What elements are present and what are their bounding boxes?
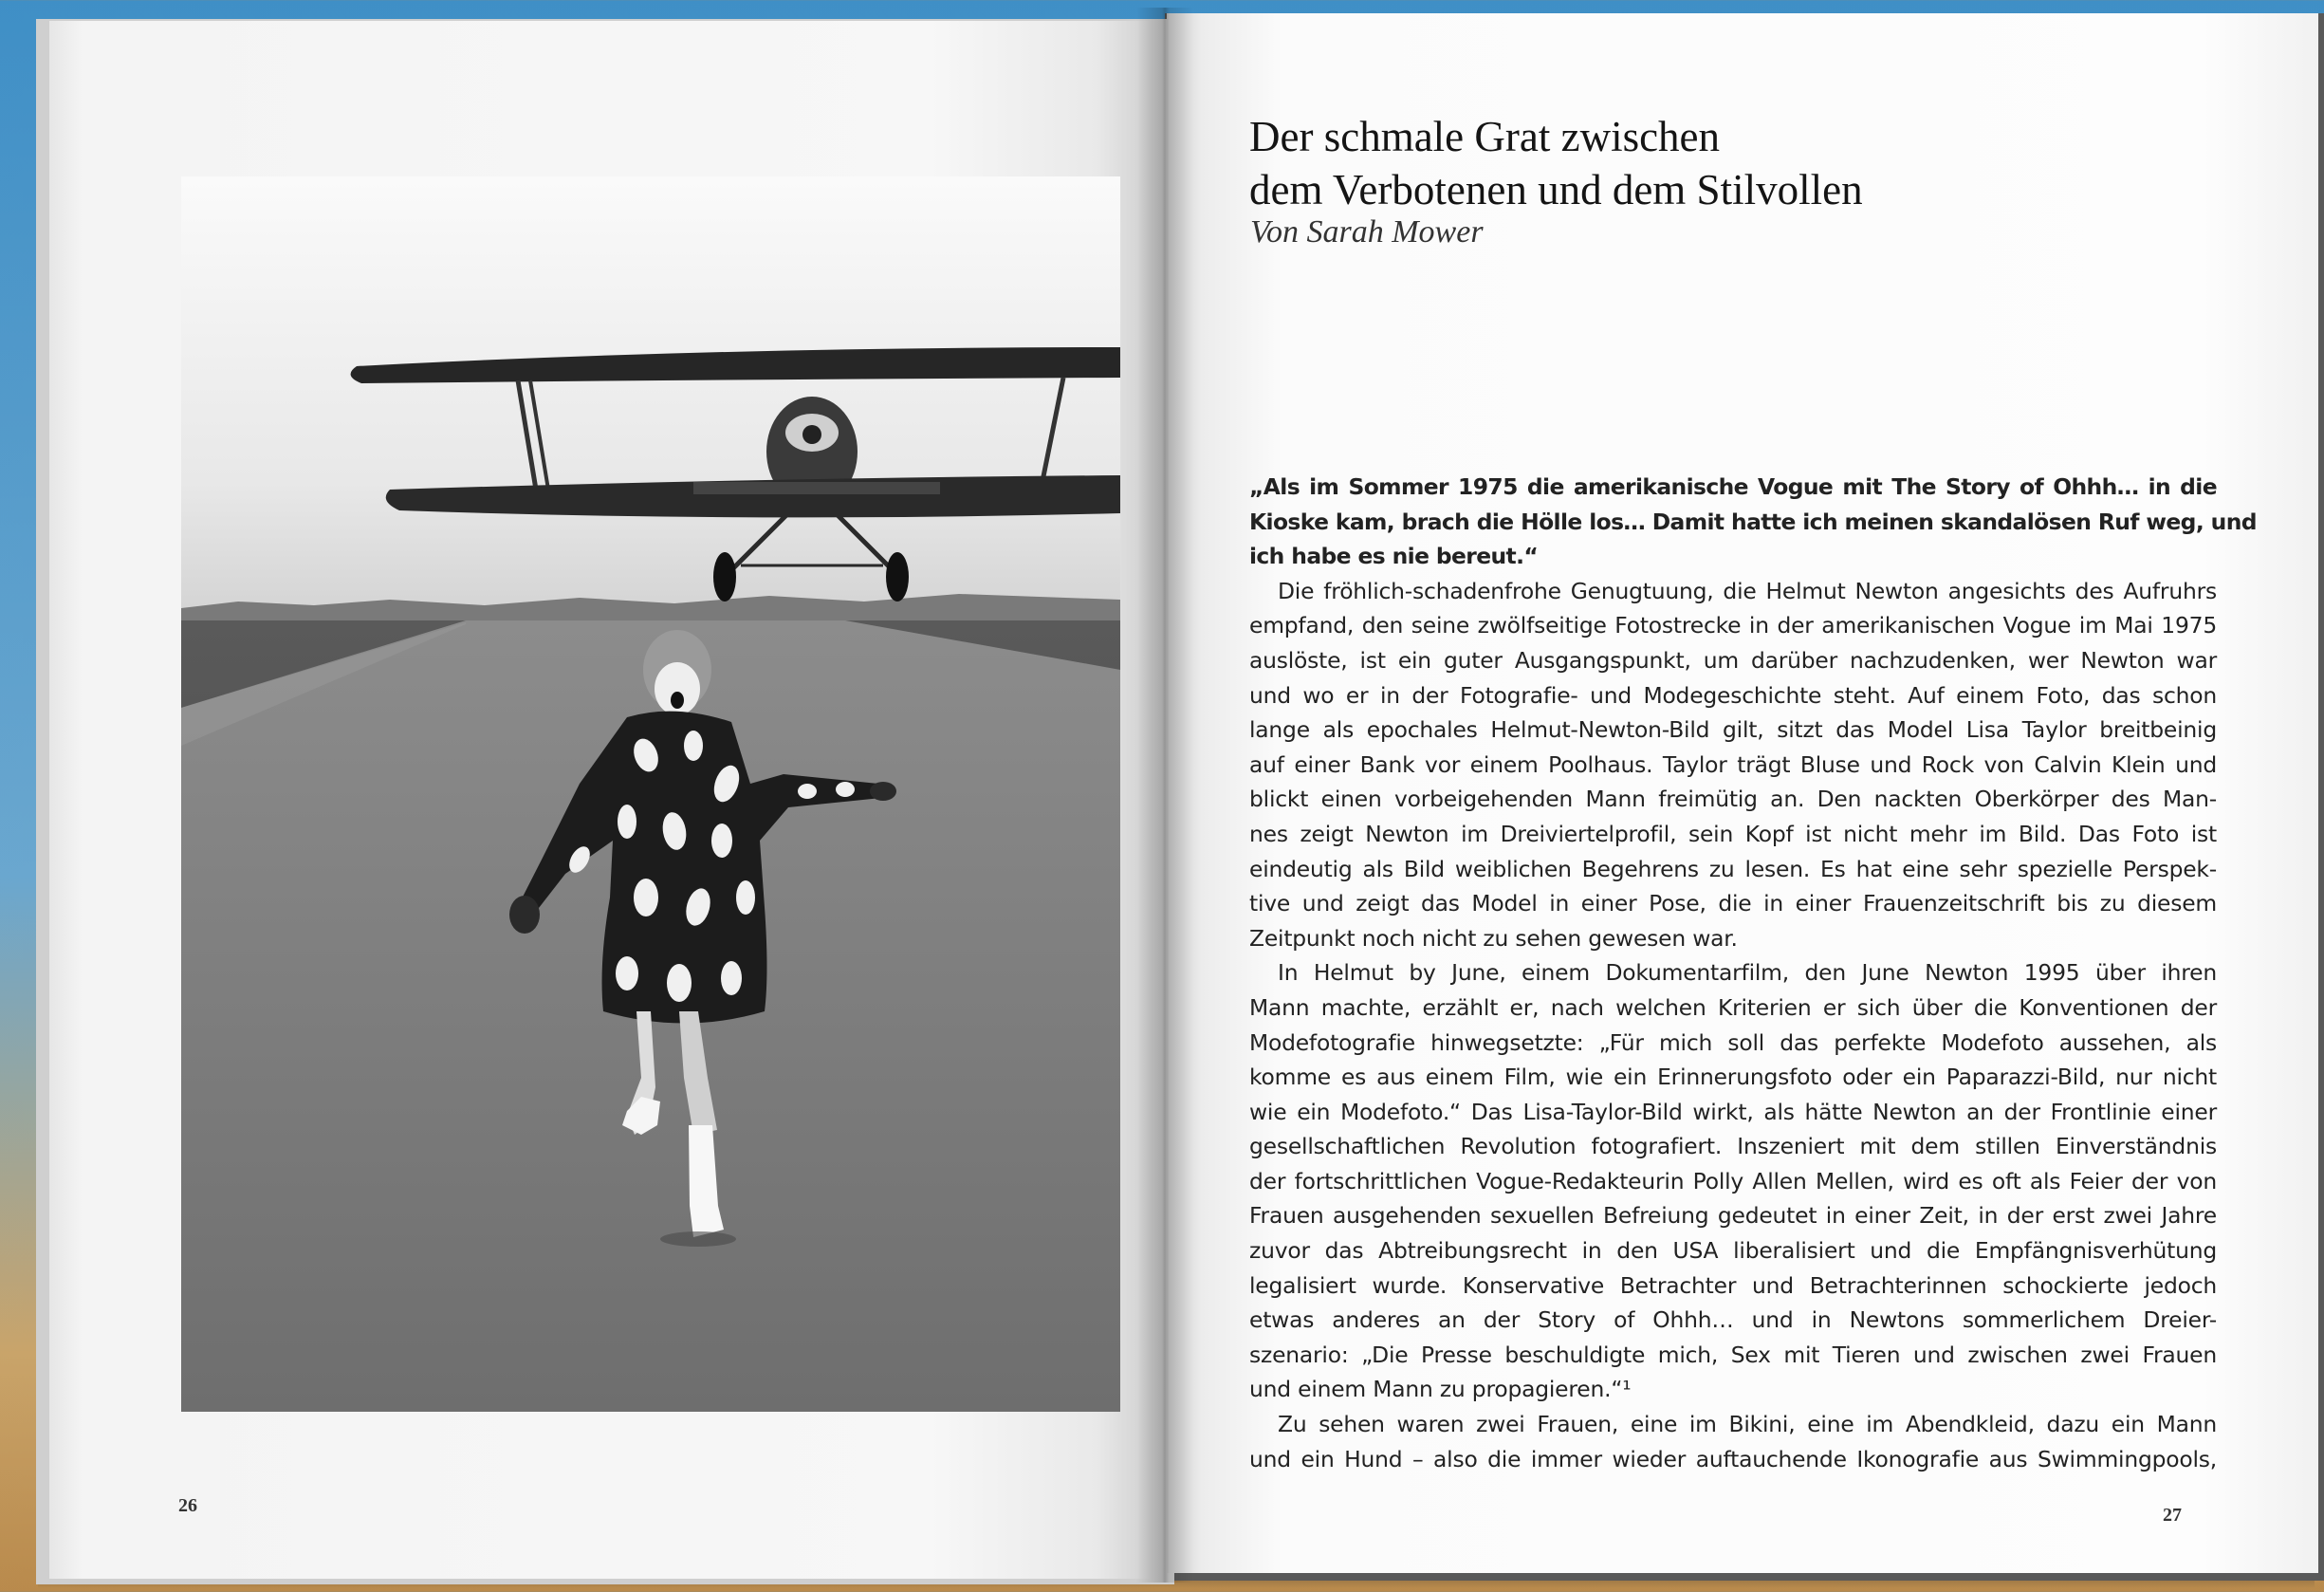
quote-line: Kioske kam, brach die Hölle los… Damit hatte ich meinen skandalösen Ruf weg, und xyxy=(1249,508,2257,535)
body-line: szenario: „Die Presse beschuldigte mich, Sex mit Tieren und zwischen zwei Frauen xyxy=(1249,1341,2217,1368)
body-line: In Helmut by June, einem Dokumentarfilm, den June Newton 1995 über ihren xyxy=(1278,959,2217,987)
quote-line: „Als im Sommer 1975 die amerikanische Vogue mit The Story of Ohhh… in die xyxy=(1249,473,2217,500)
body-line: tive und zeigt das Model in einer Pose, die in einer Frauenzeitschrift bis zu diesem xyxy=(1249,890,2217,917)
article-body xyxy=(1249,470,2257,1476)
body-line: Modefotografie hinwegsetzte: „Für mich soll das perfekte Modefoto aussehen, als xyxy=(1249,1028,2217,1056)
body-line: Mann machte, erzählt er, nach welchen Kriterien er sich über die Konventionen der xyxy=(1249,993,2217,1021)
body-line: und einem Mann zu propagieren.“¹ xyxy=(1249,1376,1632,1403)
body-line: wie ein Modefoto.“ Das Lisa-Taylor-Bild wirkt, als hätte Newton an der Frontlinie einer xyxy=(1249,1098,2217,1125)
body-line: der fortschrittlichen Vogue-Redakteurin Polly Allen Mellen, wird es oft als Feier der von xyxy=(1249,1167,2217,1194)
page-number-right: 27 xyxy=(2163,1505,2182,1526)
body-line: auslöste, ist ein guter Ausgangspunkt, um darüber nachzudenken, wer Newton war xyxy=(1249,646,2217,674)
body-line: gesellschaftlichen Revolution fotografiert. Inszeniert mit dem stillen Einverständnis xyxy=(1249,1133,2217,1160)
body-line: auf einer Bank vor einem Poolhaus. Taylor trägt Bluse und Rock von Calvin Klein und xyxy=(1249,750,2217,778)
body-line: eindeutig als Bild weiblichen Begehrens zu lesen. Es hat eine sehr spezielle Perspek- xyxy=(1249,855,2217,882)
quote-line: ich habe es nie bereut.“ xyxy=(1249,543,1539,570)
article-author: Von Sarah Mower xyxy=(1250,214,1484,250)
body-line: Zeitpunkt noch nicht zu sehen gewesen war. xyxy=(1249,924,1738,952)
body-line: Frauen ausgehenden sexuellen Befreiung gedeutet in einer Zeit, in der erst zwei Jahre xyxy=(1249,1202,2217,1230)
page-number-left: 26 xyxy=(178,1495,197,1516)
body-line: komme es aus einem Film, wie ein Erinnerungsfoto oder ein Paparazzi-Bild, nur nicht xyxy=(1249,1064,2217,1091)
article-title-line-2: dem Verbotenen und dem Stilvollen xyxy=(1249,166,1863,213)
body-line: und ein Hund – also die immer wieder auftauchende Ikonografie aus Swimmingpools, xyxy=(1249,1445,2217,1472)
article-title-line-1: Der schmale Grat zwischen xyxy=(1249,113,1721,160)
biplane-runway-photo xyxy=(181,176,1120,1412)
body-line: etwas anderes an der Story of Ohhh… und in Newtons sommerlichem Dreier- xyxy=(1249,1306,2217,1334)
open-book xyxy=(8,8,2324,1583)
body-line: Zu sehen waren zwei Frauen, eine im Bikini, eine im Abendkleid, dazu ein Mann xyxy=(1278,1411,2217,1438)
body-line: nes zeigt Newton im Dreiviertelprofil, sein Kopf ist nicht mehr im Bild. Das Foto ist xyxy=(1249,820,2217,847)
body-line: blickt einen vorbeigehenden Mann freimütig an. Den nackten Oberkörper des Man- xyxy=(1249,786,2217,813)
body-line: lange als epochales Helmut-Newton-Bild gilt, sitzt das Model Lisa Taylor breitbeinig xyxy=(1249,716,2217,744)
body-line: Die fröhlich-schadenfrohe Genugtuung, die Helmut Newton angesichts des Aufruhrs xyxy=(1278,577,2217,604)
body-line: empfand, den seine zwölfseitige Fotostrecke in der amerikanischen Vogue im Mai 1975 xyxy=(1249,612,2217,639)
body-line: legalisiert wurde. Konservative Betrachter und Betrachterinnen schockierte jedoch xyxy=(1249,1271,2217,1299)
body-line: und wo er in der Fotografie- und Modegeschichte steht. Auf einem Foto, das schon xyxy=(1249,681,2217,709)
book-gutter xyxy=(1136,8,1193,1583)
article-title xyxy=(1249,110,2103,216)
body-line: zuvor das Abtreibungsrecht in den USA liberalisiert und die Empfängnisverhütung xyxy=(1249,1237,2217,1265)
